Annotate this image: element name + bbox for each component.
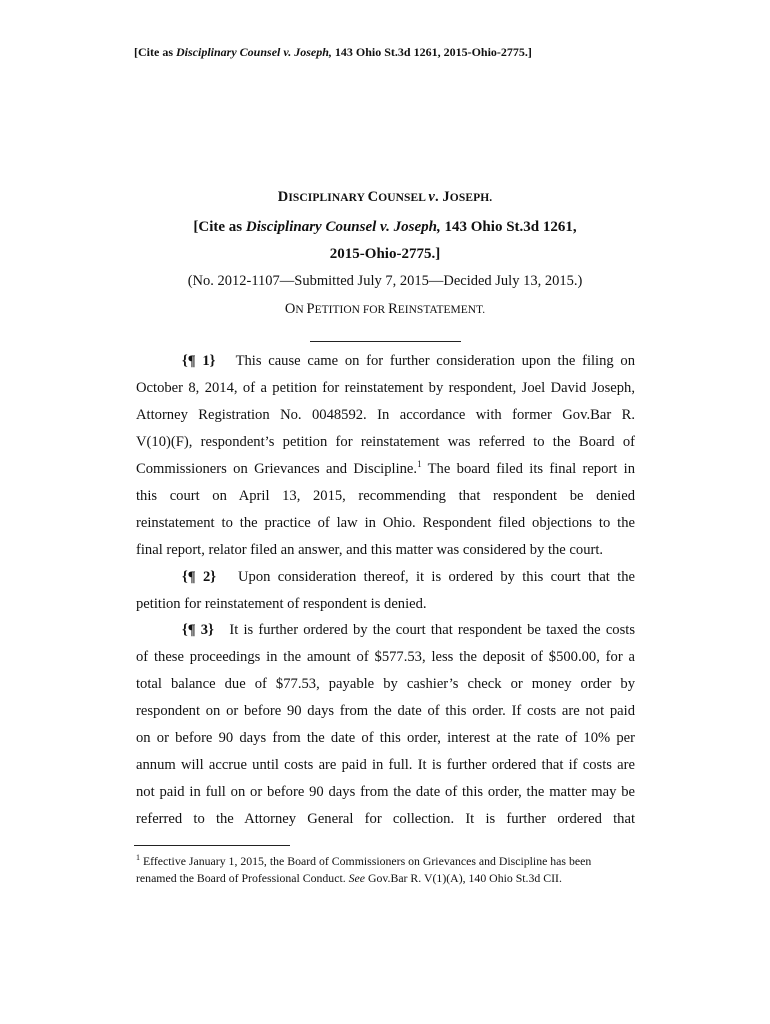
case-title-part: J	[442, 189, 450, 205]
footnote-number: 1	[136, 853, 140, 863]
case-title-part: OSEPH.	[449, 192, 493, 204]
paragraph-line: annum will accrue until costs are paid in full. It is further ordered that if costs are	[136, 757, 635, 773]
paragraph-line: respondent on or before 90 days from the date of this order. If costs are not paid	[136, 703, 635, 719]
paragraph-text: Commissioners on Grievances and Discipline.	[136, 461, 418, 477]
case-title-part: C	[367, 189, 379, 205]
case-title-part: v	[428, 189, 435, 205]
paragraph-line: on or before 90 days from the date of this order, interest at the rate of 10% per	[136, 730, 635, 746]
footnote-signal: See	[348, 871, 365, 885]
paragraph-marker-1: {¶ 1}	[182, 353, 216, 369]
paragraph-line: of these proceedings in the amount of $577.53, less the deposit of $500.00, for a	[136, 649, 635, 665]
citation-line-2: 2015-Ohio-2775.]	[329, 246, 441, 262]
footnote-reference[interactable]: 1	[417, 459, 422, 470]
case-title	[134, 189, 636, 206]
running-head-suffix: 143 Ohio St.3d 1261, 2015-Ohio-2775.]	[331, 45, 532, 59]
citation-suffix: 143 Ohio St.3d 1261,	[440, 219, 577, 235]
petition-heading-part: ETITION FOR	[314, 304, 389, 316]
petition-heading-part: R	[388, 301, 398, 317]
case-title-part: OUNSEL	[378, 192, 429, 204]
procedural-history: (No. 2012-1107—Submitted July 7, 2015—Decided July 13, 2015.)	[187, 273, 583, 289]
footnote-text: Effective January 1, 2015, the Board of Commissioners on Grievances and Discipline has been	[140, 854, 592, 868]
paragraph-line: reinstatement to the practice of law in Ohio. Respondent filed objections to the	[136, 515, 635, 531]
paragraph-text: It is further ordered by the court that respondent be taxed the costs	[229, 622, 636, 638]
paragraph-line: this court on April 13, 2015, recommending that respondent be denied	[136, 488, 635, 504]
citation-prefix: [Cite as	[193, 219, 246, 235]
case-title-part: .	[434, 189, 443, 205]
paragraph-line: referred to the Attorney General for collection. It is further ordered that	[136, 811, 635, 827]
paragraph-line	[182, 353, 635, 370]
case-title-part: D	[277, 189, 289, 205]
petition-heading-part: EINSTATEMENT.	[397, 304, 486, 316]
footnote-text: renamed the Board of Professional Conduct.	[136, 871, 349, 885]
paragraph-line: final report, relator filed an answer, and this matter was considered by the court.	[136, 542, 604, 558]
citation-line-1	[134, 219, 636, 236]
footnote-divider	[134, 845, 290, 846]
running-head-prefix: [Cite as	[134, 45, 176, 59]
paragraph-line: total balance due of $77.53, payable by cashier’s check or money order by	[136, 676, 635, 692]
paragraph-text: Upon consideration thereof, it is ordered by this court that the	[237, 569, 636, 585]
paragraph-marker-2: {¶ 2}	[182, 569, 217, 585]
paragraph-line: V(10)(F), respondent’s petition for reinstatement was referred to the Board of	[136, 434, 635, 450]
paragraph-line: October 8, 2014, of a petition for reinstatement by respondent, Joel David Joseph,	[136, 380, 635, 396]
running-head	[134, 45, 532, 60]
paragraph-text: This cause came on for further consideration upon the filing on	[235, 353, 636, 369]
footnote-text: Gov.Bar R. V(1)(A), 140 Ohio St.3d CII.	[365, 871, 562, 885]
citation-case-name: Disciplinary Counsel v. Joseph,	[245, 219, 441, 235]
paragraph-line: petition for reinstatement of respondent is denied.	[136, 596, 427, 612]
petition-heading	[134, 301, 636, 318]
running-head-case-name: Disciplinary Counsel v. Joseph,	[176, 45, 332, 59]
paragraph-line: Attorney Registration No. 0048592. In accordance with former Gov.Bar R.	[136, 407, 635, 423]
paragraph-line	[182, 569, 635, 586]
petition-heading-part: P	[306, 301, 315, 317]
footnote-line	[136, 871, 562, 886]
petition-heading-part: N	[295, 304, 307, 316]
footnote-line	[136, 854, 591, 869]
petition-heading-part: O	[284, 301, 296, 317]
paragraph-marker-3: {¶ 3}	[182, 622, 214, 638]
section-divider	[310, 341, 461, 342]
paragraph-text: The board filed its final report in	[421, 461, 635, 477]
case-title-part: ISCIPLINARY	[288, 192, 368, 204]
paragraph-line: not paid in full on or before 90 days from the date of this order, the matter may be	[136, 784, 635, 800]
paragraph-line	[136, 461, 635, 478]
paragraph-line	[182, 622, 635, 639]
